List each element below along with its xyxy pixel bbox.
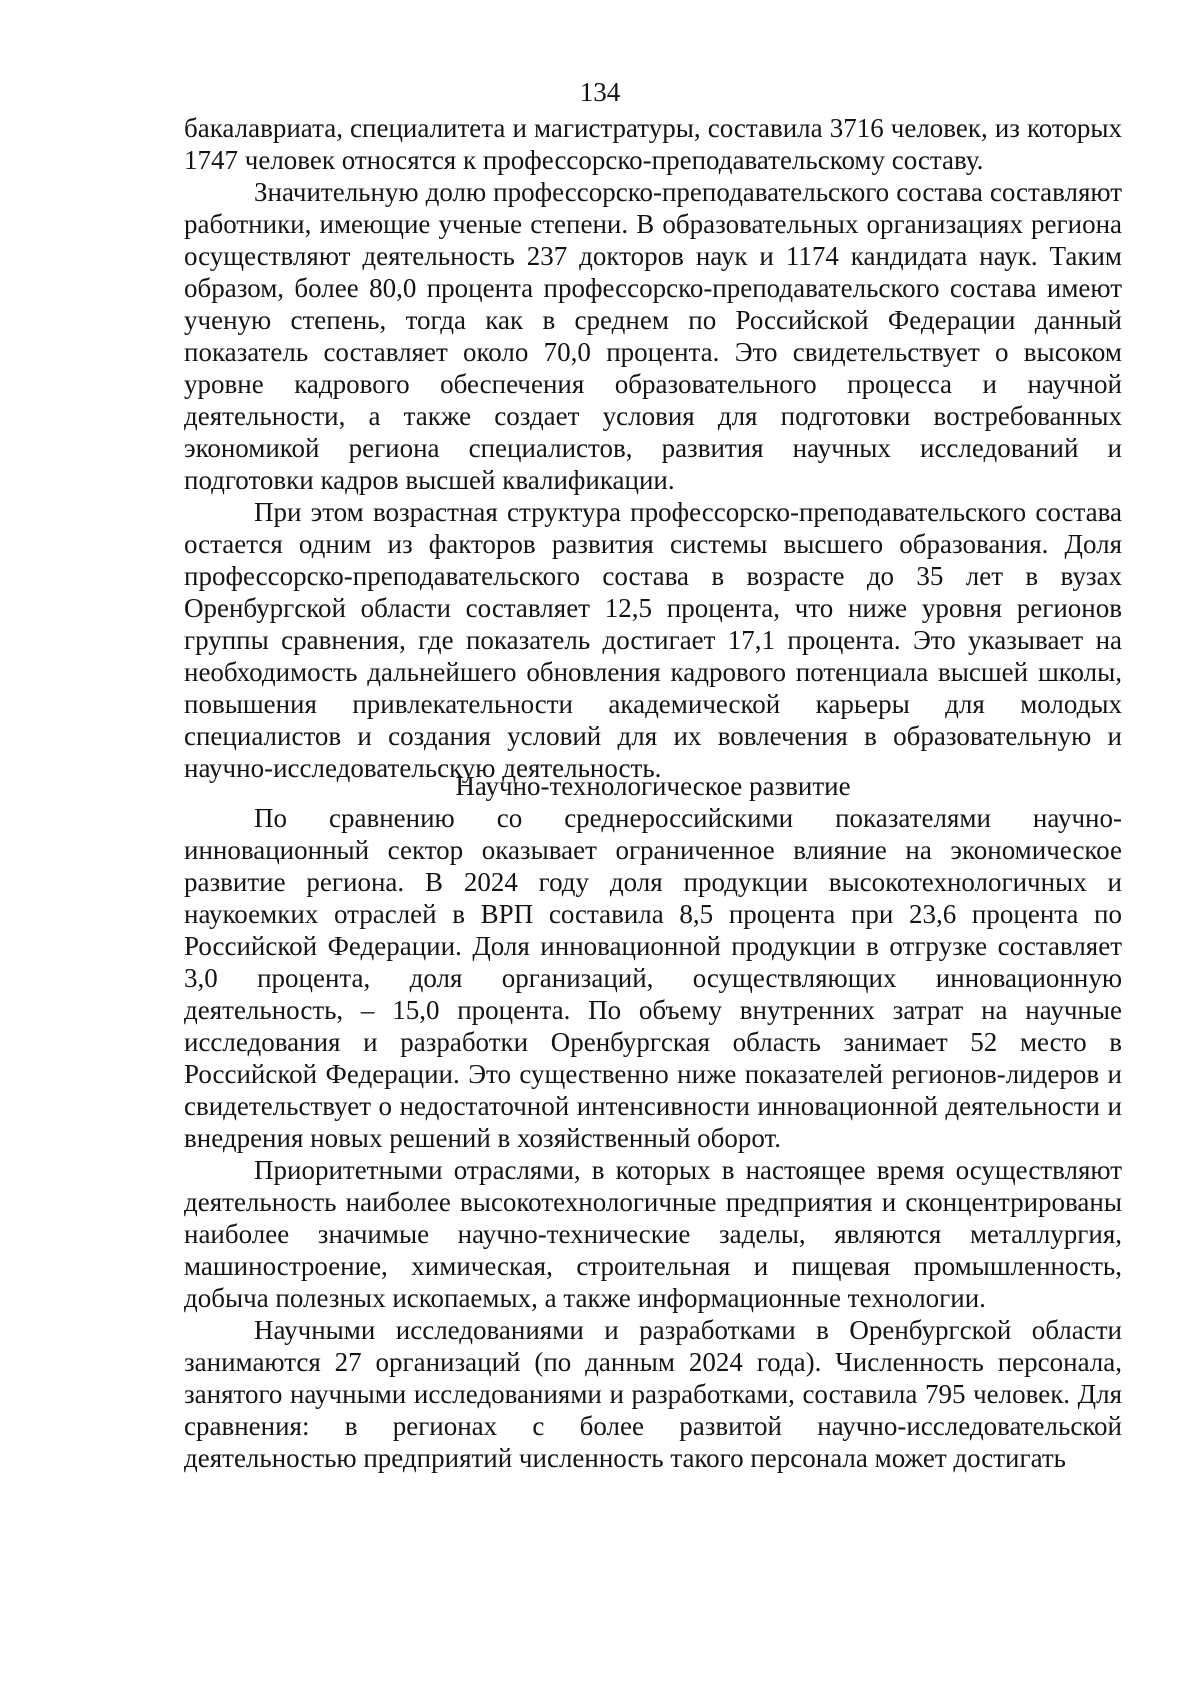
section-science-technology [184,770,1122,1474]
paragraph-priority-industries: Приоритетными отраслями, в которых в настоящее время осуществляют деятельность наиболее высокотехнологичные предприятия и сконцентрированы наиболее значимые научно-технические заделы, являются металлургия, машиностроение, химическая, строительная и пищевая промышленность, добыча полезных ископаемых, а также информационные технологии. [184,1155,1122,1313]
paragraph-academic-degrees: Значительную долю профессорско-преподавательского состава составляют работники, имеющие ученые степени. В образовательных организациях региона осуществляют деятельность 237 докторов наук и 1174 кандидата наук. Таким образом, более 80,0 процента профессорско-преподавательского состава имеют ученую степень, тогда как в среднем по Российской Федерации данный показатель составляет около 70,0 процента. Это свидетельствует о высоком уровне кадрового обеспечения образовательного процесса и научной деятельности, а также создает условия для подготовки востребованных экономикой региона специалистов, развития научных исследований и подготовки кадров высшей квалификации. [184,177,1122,495]
paragraph-innovation-sector: По сравнению со среднероссийскими показателями научно-инновационный сектор оказывает ограниченное влияние на экономическое развитие региона. В 2024 году доля продукции высокотехнологичных и наукоемких отраслей в ВРП составила 8,5 процента при 23,6 процента по Российской Федерации. Доля инновационной продукции в отгрузке составляет 3,0 процента, доля организаций, осуществляющих инновационную деятельность, – 15,0 процента. По объему внутренних затрат на научные исследования и разработки Оренбургская область занимает 52 место в Российской Федерации. Это существенно ниже показателей регионов-лидеров и свидетельствует о недостаточной интенсивности инновационной деятельности и внедрения новых решений в хозяйственный оборот. [184,803,1122,1153]
paragraph-age-structure: При этом возрастная структура профессорско-преподавательского состава остается одним из факторов развития системы высшего образования. Доля профессорско-преподавательского состава в возрасте до 35 лет в вузах Оренбургской области составляет 12,5 процента, что ниже уровня регионов группы сравнения, где показатель достигает 17,1 процента. Это указывает на необходимость дальнейшего обновления кадрового потенциала высшей школы, повышения привлекательности академической карьеры для молодых специалистов и создания условий для их вовлечения в образовательную и научно-исследовательскую деятельность. [184,497,1122,783]
page-number: 134 [579,77,621,107]
paragraph-research-organizations: Научными исследованиями и разработками в Оренбургской области занимаются 27 организаций (по данным 2024 года). Численность персонала, занятого научными исследованиями и разработками, составила 795 человек. Для сравнения: в регионах с более развитой научно-исследовательской деятельностью предприятий численность такого персонала может достигать [184,1315,1122,1473]
section-heading: Научно-технологическое развитие [455,771,851,801]
body-text-upper [184,112,1122,784]
paragraph-continuation: бакалавриата, специалитета и магистратуры, составила 3716 человек, из которых 1747 человек относятся к профессорско-преподавательскому составу. [184,113,1122,175]
